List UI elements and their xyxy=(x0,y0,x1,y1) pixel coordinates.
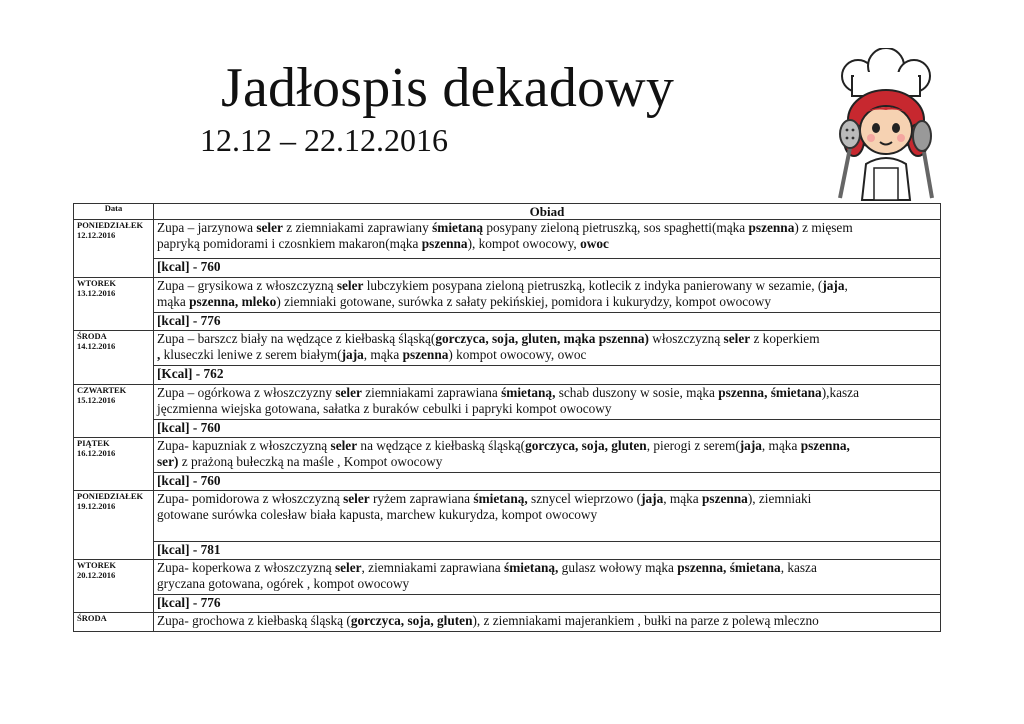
meal-line xyxy=(157,331,937,347)
day-name: ŚRODA xyxy=(77,331,107,341)
meal-text: ),kasza xyxy=(821,385,859,400)
meal-text: włoszczyzną xyxy=(648,331,724,346)
meal-line xyxy=(157,438,937,454)
menu-table xyxy=(73,203,941,632)
meal-text: , mąka xyxy=(761,438,801,453)
meal-line xyxy=(157,278,937,294)
meal-text: gulasz wołowy mąka xyxy=(558,560,678,575)
allergen-text: gorczyca, soja, gluten xyxy=(525,438,647,453)
kcal-value: [kcal] - 776 xyxy=(154,595,941,613)
meal-text: lubczykiem posypana zieloną pietruszką, kotlecik z indyka panierowany w sezamie, ( xyxy=(363,278,823,293)
meal-line xyxy=(157,401,937,417)
day-row xyxy=(74,491,941,542)
day-date-cell xyxy=(74,331,154,385)
day-date-cell xyxy=(74,385,154,438)
meal-line xyxy=(157,347,937,363)
day-date: 19.12.2016 xyxy=(77,501,116,511)
meal-line xyxy=(157,454,937,470)
allergen-text: pszenna, mleko xyxy=(189,294,277,309)
allergen-text: gorczyca, soja, gluten, mąka pszenna) xyxy=(435,331,649,346)
allergen-text: owoc xyxy=(580,236,609,251)
meal-text: ) z mięsem xyxy=(794,220,853,235)
header-date: Data xyxy=(74,204,154,220)
day-date-cell xyxy=(74,438,154,491)
day-row xyxy=(74,560,941,595)
kcal-row xyxy=(74,259,941,278)
meal-line xyxy=(157,220,937,236)
allergen-text: śmietaną, xyxy=(473,491,528,506)
meal-cell xyxy=(154,385,941,420)
day-name: ŚRODA xyxy=(77,613,107,623)
meal-text: z ziemniakami zaprawiany xyxy=(282,220,433,235)
allergen-text: seler xyxy=(335,385,362,400)
kcal-value: [kcal] - 760 xyxy=(154,420,941,438)
meal-cell xyxy=(154,331,941,366)
meal-cell xyxy=(154,560,941,595)
meal-text: gotowane surówka colesław biała kapusta, marchew kukurydza, kompot owocowy xyxy=(157,507,598,522)
day-date: 13.12.2016 xyxy=(77,288,116,298)
kcal-value: [kcal] - 776 xyxy=(154,313,941,331)
day-row xyxy=(74,278,941,313)
meal-line xyxy=(157,613,937,629)
meal-cell xyxy=(154,438,941,473)
meal-text: z koperkiem xyxy=(750,331,820,346)
meal-line xyxy=(157,294,937,310)
meal-text: Zupa – barszcz biały na wędzące z kiełbaską śląską( xyxy=(157,331,436,346)
allergen-text: seler xyxy=(723,331,751,346)
meal-text: schab duszony w sosie, mąka xyxy=(555,385,719,400)
meal-text: , kasza xyxy=(780,560,817,575)
allergen-text: seler xyxy=(343,491,370,506)
day-date: 15.12.2016 xyxy=(77,395,116,405)
meal-text: mąka xyxy=(157,294,190,309)
allergen-text: pszenna, xyxy=(800,438,850,453)
meal-text: ) kompot owocowy, owoc xyxy=(448,347,587,362)
meal-text: gryczana gotowana, ogórek , kompot owocowy xyxy=(157,576,410,591)
date-range: 12.12 – 22.12.2016 xyxy=(200,122,448,158)
meal-cell xyxy=(154,491,941,542)
meal-text: Zupa – jarzynowa xyxy=(157,220,257,235)
day-row xyxy=(74,385,941,420)
allergen-text: , xyxy=(157,347,164,362)
day-date: 12.12.2016 xyxy=(77,230,116,240)
meal-cell xyxy=(154,220,941,259)
allergen-text: ser) xyxy=(157,454,179,469)
kcal-row xyxy=(74,473,941,491)
meal-text: Zupa- pomidorowa z włoszczyzną xyxy=(157,491,344,506)
meal-text: papryką pomidorami i czosnkiem makaron(mąka xyxy=(157,236,422,251)
day-date-cell xyxy=(74,560,154,613)
day-date-cell xyxy=(74,278,154,331)
header-meal: Obiad xyxy=(154,204,941,220)
meal-line xyxy=(157,560,937,576)
day-name: WTOREK xyxy=(77,278,117,288)
chef-illustration xyxy=(828,48,944,204)
day-date-cell xyxy=(74,613,154,632)
allergen-text: seler xyxy=(256,220,283,235)
meal-text: kluseczki leniwe z serem białym( xyxy=(163,347,342,362)
meal-cell xyxy=(154,278,941,313)
meal-text: , mąka xyxy=(363,347,403,362)
meal-text: Zupa- koperkowa z włoszczyzną xyxy=(157,560,335,575)
allergen-text: jaja xyxy=(641,491,664,506)
meal-cell xyxy=(154,613,941,632)
day-date: 14.12.2016 xyxy=(77,341,116,351)
allergen-text: pszenna xyxy=(421,236,468,251)
kcal-row xyxy=(74,366,941,385)
day-name: PONIEDZIAŁEK xyxy=(77,220,144,230)
meal-text: sznycel wieprzowo ( xyxy=(527,491,642,506)
kcal-value: [Kcal] - 762 xyxy=(154,366,941,385)
meal-text: z prażoną bułeczką na maśle , Kompot owocowy xyxy=(178,454,443,469)
day-name: CZWARTEK xyxy=(77,385,127,395)
day-row xyxy=(74,613,941,632)
meal-line xyxy=(157,385,937,401)
allergen-text: seler xyxy=(334,560,362,575)
meal-text: Zupa – grysikowa z włoszczyzną xyxy=(157,278,337,293)
day-name: WTOREK xyxy=(77,560,117,570)
kcal-value: [kcal] - 760 xyxy=(154,473,941,491)
meal-line xyxy=(157,507,937,523)
allergen-text: pszenna xyxy=(702,491,748,506)
day-row xyxy=(74,331,941,366)
kcal-row xyxy=(74,542,941,560)
kcal-row xyxy=(74,420,941,438)
day-date-cell xyxy=(74,220,154,278)
allergen-text: seler xyxy=(336,278,364,293)
kcal-row xyxy=(74,595,941,613)
allergen-text: seler xyxy=(330,438,358,453)
meal-text: ) ziemniaki gotowane, surówka z sałaty pekińskiej, pomidora i kukurydzy, kompot owocowy xyxy=(276,294,772,309)
allergen-text: jaja xyxy=(822,278,845,293)
allergen-text: gorczyca, soja, gluten xyxy=(350,613,473,628)
allergen-text: śmietaną xyxy=(432,220,484,235)
meal-line xyxy=(157,576,937,592)
allergen-text: jaja xyxy=(341,347,364,362)
table-header-row xyxy=(74,204,941,220)
meal-text: Zupa- kapuzniak z włoszczyzną xyxy=(157,438,331,453)
day-row xyxy=(74,220,941,259)
meal-text: jęczmienna wiejska gotowana, sałatka z buraków cebulki i papryki kompot owocowy xyxy=(157,401,612,416)
allergen-text: pszenna xyxy=(748,220,795,235)
meal-text: posypany zieloną pietruszką, sos spaghetti(mąka xyxy=(483,220,749,235)
day-name: PONIEDZIAŁEK xyxy=(77,491,144,501)
meal-text: Zupa- grochowa z kiełbaską śląską ( xyxy=(157,613,351,628)
day-date-cell xyxy=(74,491,154,560)
kcal-row xyxy=(74,313,941,331)
day-date: 16.12.2016 xyxy=(77,448,116,458)
meal-text: ), ziemniaki xyxy=(747,491,812,506)
day-name: PIĄTEK xyxy=(77,438,110,448)
kcal-value: [kcal] - 760 xyxy=(154,259,941,278)
allergen-text: śmietaną, xyxy=(501,385,556,400)
allergen-text: jaja xyxy=(739,438,762,453)
meal-text: ziemniakami zaprawiana xyxy=(361,385,502,400)
meal-text: , xyxy=(844,278,848,293)
allergen-text: pszenna xyxy=(402,347,449,362)
meal-line xyxy=(157,236,937,252)
meal-text: ), z ziemniakami majerankiem , bułki na parze z polewą mleczno xyxy=(472,613,819,628)
meal-text: , ziemniakami zaprawiana xyxy=(361,560,505,575)
meal-text: , mąka xyxy=(663,491,702,506)
meal-text: ryżem zaprawiana xyxy=(369,491,474,506)
allergen-text: śmietaną, xyxy=(504,560,559,575)
meal-text: Zupa – ogórkowa z włoszczyzny xyxy=(157,385,336,400)
meal-text: , pierogi z serem( xyxy=(646,438,740,453)
kcal-value: [kcal] - 781 xyxy=(154,542,941,560)
meal-text: na wędzące z kiełbaską śląską( xyxy=(357,438,526,453)
meal-text: ), kompot owocowy, xyxy=(467,236,581,251)
day-row xyxy=(74,438,941,473)
page-title: Jadłospis dekadowy xyxy=(221,57,675,119)
allergen-text: pszenna, śmietana xyxy=(718,385,822,400)
meal-line xyxy=(157,491,937,507)
allergen-text: pszenna, śmietana xyxy=(677,560,781,575)
day-date: 20.12.2016 xyxy=(77,570,116,580)
